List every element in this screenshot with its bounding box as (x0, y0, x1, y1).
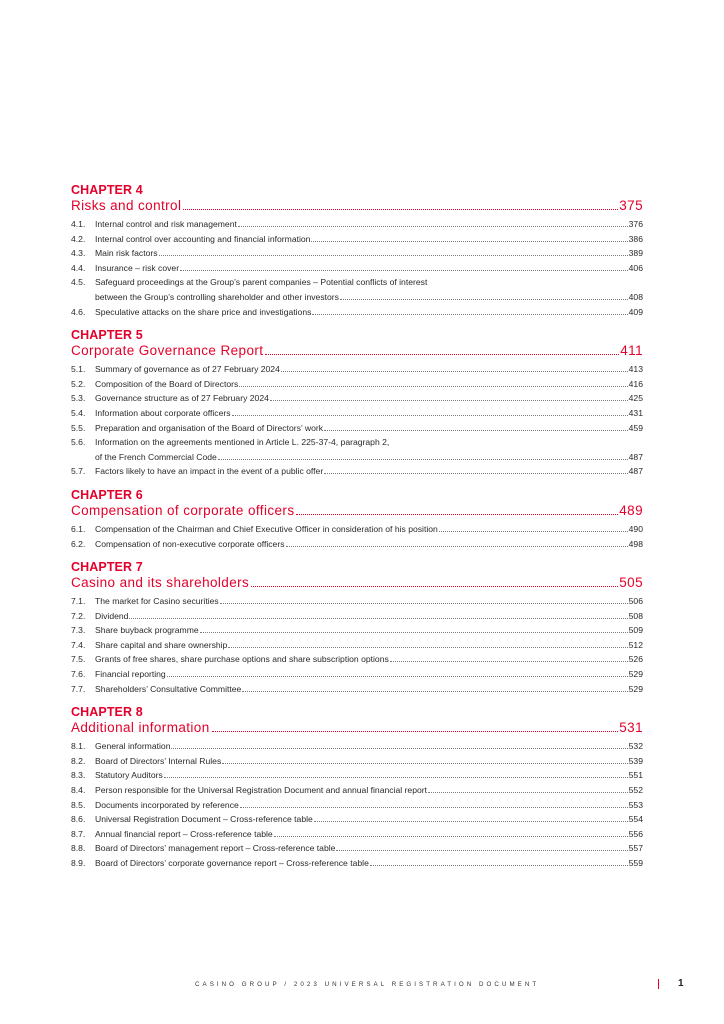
chapter-title-row (71, 342, 643, 359)
entry-number: 5.1. (71, 364, 86, 375)
entry-body (95, 798, 643, 813)
entry-line (95, 290, 643, 305)
toc-entry (71, 682, 643, 697)
entry-body (95, 522, 643, 537)
toc-entry (71, 798, 643, 813)
entry-line (95, 435, 643, 450)
entry-body (95, 232, 643, 247)
chapter-title: Corporate Governance Report (71, 343, 264, 359)
entry-line (95, 522, 643, 537)
entry-body (95, 594, 643, 609)
entry-page: 508 (628, 610, 643, 621)
entry-number: 7.4. (71, 639, 86, 650)
toc-entry (71, 609, 643, 624)
entry-body (95, 217, 643, 232)
chapter-page: 531 (619, 720, 643, 736)
toc-entry (71, 667, 643, 682)
toc-entry (71, 305, 643, 320)
table-of-contents (71, 183, 643, 880)
entry-number: 7.6. (71, 669, 86, 680)
entry-title: between the Group’s controlling shareholder and other investors (95, 291, 339, 302)
dot-leader (239, 386, 627, 387)
entry-number: 5.7. (71, 466, 86, 477)
chapter-title: Additional information (71, 720, 210, 736)
dot-leader (180, 270, 628, 271)
toc-entry (71, 217, 643, 232)
dot-leader (240, 807, 628, 808)
dot-leader (336, 850, 627, 851)
toc-entry (71, 377, 643, 392)
chapter-label: CHAPTER 8 (71, 705, 143, 720)
entry-line (95, 246, 643, 261)
chapter-section (71, 183, 643, 319)
entry-line (95, 377, 643, 392)
entry-title: Internal control and risk management (95, 219, 237, 229)
entry-page: 509 (628, 625, 643, 636)
entry-number: 8.9. (71, 858, 86, 868)
toc-entry (71, 652, 643, 667)
entry-line (95, 667, 643, 682)
entry-page: 506 (628, 596, 643, 607)
entry-page: 487 (628, 451, 643, 462)
entry-title: Grants of free shares, share purchase options and share subscription options (95, 654, 389, 665)
toc-entry (71, 827, 643, 842)
entry-number: 4.4. (71, 262, 86, 273)
entry-body (95, 754, 643, 769)
entry-number: 8.3. (71, 770, 86, 781)
entry-line (95, 768, 643, 783)
entry-line (95, 391, 643, 406)
entry-title: Information on the agreements mentioned in Article L. 225-37-4, paragraph 2, (95, 437, 390, 448)
entry-number: 5.5. (71, 422, 86, 433)
entry-line (95, 362, 643, 377)
entry-title: Internal control over accounting and financial information (95, 233, 311, 244)
entry-number: 7.2. (71, 610, 86, 621)
entry-title: Speculative attacks on the share price and investigations (95, 306, 312, 317)
entry-page: 425 (628, 393, 643, 404)
toc-entry (71, 841, 643, 856)
entry-page: 529 (628, 683, 643, 694)
entry-number: 8.4. (71, 785, 86, 796)
toc-entry (71, 537, 643, 552)
page-number: 1 (678, 978, 684, 989)
chapter-title-row (71, 197, 643, 214)
entry-line (95, 841, 643, 856)
chapter-page: 505 (619, 575, 643, 591)
entry-body (95, 667, 643, 682)
dot-leader (159, 255, 628, 256)
entry-page: 459 (628, 422, 643, 433)
entry-body (95, 261, 643, 276)
dot-leader (314, 821, 628, 822)
entry-number: 5.3. (71, 393, 86, 404)
entry-title: Shareholders’ Consultative Committee (95, 683, 242, 694)
entry-page: 532 (628, 741, 643, 752)
entry-page: 376 (628, 219, 643, 229)
dot-leader (164, 777, 628, 778)
entry-line (95, 652, 643, 667)
toc-entry (71, 406, 643, 421)
entry-title: of the French Commercial Code (95, 451, 217, 462)
toc-entry (71, 275, 643, 304)
entry-page: 554 (628, 814, 643, 825)
chapter-title-row (71, 719, 643, 736)
toc-entry (71, 246, 643, 261)
entry-body (95, 362, 643, 377)
entry-title: Composition of the Board of Directors (95, 378, 239, 389)
entry-line (95, 798, 643, 813)
entry-title: Financial reporting (95, 669, 166, 680)
entry-number: 4.1. (71, 219, 86, 229)
entry-title: Information about corporate officers (95, 407, 231, 418)
entry-body (95, 768, 643, 783)
entry-title: Annual financial report – Cross-reference table (95, 828, 273, 839)
entry-title: General information (95, 741, 171, 752)
entry-body (95, 305, 643, 320)
entry-title: Universal Registration Document – Cross-reference table (95, 814, 313, 825)
dot-leader (311, 241, 627, 242)
entry-line (95, 783, 643, 798)
entry-line (95, 450, 643, 465)
entry-page: 552 (628, 785, 643, 796)
entry-title: Board of Directors’ corporate governance report – Cross-reference table (95, 858, 369, 868)
page-footer (0, 979, 724, 993)
entry-page: 406 (628, 262, 643, 273)
entry-line (95, 594, 643, 609)
chapter-page: 411 (620, 343, 643, 359)
chapter-title: Risks and control (71, 198, 182, 213)
dot-leader (439, 531, 628, 532)
entry-body (95, 827, 643, 842)
entry-title: Documents incorporated by reference (95, 799, 239, 810)
entry-body (95, 856, 643, 871)
toc-entry (71, 522, 643, 537)
entry-title: Factors likely to have an impact in the event of a public offer (95, 466, 324, 477)
chapter-page: 489 (619, 502, 643, 518)
toc-entry (71, 856, 643, 871)
dot-leader (296, 514, 618, 515)
dot-leader (251, 586, 618, 587)
entry-page: 490 (628, 523, 643, 534)
entry-number: 7.1. (71, 596, 86, 607)
dot-leader (200, 632, 628, 633)
toc-entry (71, 812, 643, 827)
entry-body (95, 609, 643, 624)
entry-body (95, 638, 643, 653)
entry-body (95, 841, 643, 856)
entry-title: Summary of governance as of 27 February 2024 (95, 364, 280, 375)
entry-title: Compensation of the Chairman and Chief Executive Officer in consideration of his position (95, 523, 438, 534)
entry-number: 7.5. (71, 654, 86, 665)
entry-page: 526 (628, 654, 643, 665)
entry-title: Board of Directors’ management report – Cross-reference table (95, 843, 336, 854)
entry-page: 556 (628, 828, 643, 839)
entry-line (95, 739, 643, 754)
entry-line (95, 232, 643, 247)
toc-entry (71, 638, 643, 653)
dot-leader (428, 792, 628, 793)
entry-number: 5.4. (71, 407, 86, 418)
entry-number: 5.2. (71, 378, 86, 389)
entry-number: 4.2. (71, 233, 86, 244)
chapter-section (71, 560, 643, 696)
entry-page: 539 (628, 755, 643, 766)
dot-leader (222, 763, 627, 764)
dot-leader (270, 400, 628, 401)
dot-leader (286, 546, 628, 547)
entry-line (95, 812, 643, 827)
entry-body (95, 421, 643, 436)
toc-entry (71, 754, 643, 769)
entry-line (95, 754, 643, 769)
chapter-title-row (71, 574, 643, 591)
entry-number: 8.7. (71, 828, 86, 839)
entry-page: 559 (628, 858, 643, 868)
dot-leader (340, 299, 628, 300)
entry-body (95, 435, 643, 464)
footer-separator (658, 979, 659, 989)
entry-number: 6.1. (71, 523, 86, 534)
entry-title: Board of Directors’ Internal Rules (95, 755, 222, 766)
entry-body (95, 464, 643, 479)
dot-leader (324, 473, 627, 474)
entry-line (95, 537, 643, 552)
entry-page: 409 (628, 306, 643, 317)
entry-body (95, 406, 643, 421)
entry-title: The market for Casino securities (95, 596, 219, 607)
entry-body (95, 377, 643, 392)
dot-leader (324, 430, 628, 431)
entry-body (95, 275, 643, 304)
entry-line (95, 623, 643, 638)
dot-leader (370, 865, 628, 866)
entry-number: 4.3. (71, 248, 86, 259)
chapter-label: CHAPTER 4 (71, 183, 143, 197)
entry-line (95, 275, 643, 290)
dot-leader (183, 209, 618, 210)
dot-leader (228, 647, 627, 648)
entry-body (95, 682, 643, 697)
entry-line (95, 305, 643, 320)
entry-page: 389 (628, 248, 643, 259)
entry-number: 6.2. (71, 538, 86, 549)
entry-number: 8.2. (71, 755, 86, 766)
entry-title: Insurance – risk cover (95, 262, 180, 273)
entry-line (95, 827, 643, 842)
entry-title: Dividend (95, 610, 129, 621)
dot-leader (129, 618, 627, 619)
dot-leader (238, 226, 628, 227)
dot-leader (274, 836, 628, 837)
entry-line (95, 217, 643, 232)
toc-entry (71, 739, 643, 754)
entry-title: Share buyback programme (95, 625, 199, 636)
entry-body (95, 812, 643, 827)
entry-page: 413 (628, 364, 643, 375)
toc-entry (71, 232, 643, 247)
entry-line (95, 261, 643, 276)
chapter-title: Casino and its shareholders (71, 575, 250, 591)
entry-title: Person responsible for the Universal Registration Document and annual financial report (95, 785, 427, 796)
entry-title: Main risk factors (95, 248, 158, 259)
dot-leader (212, 731, 619, 732)
dot-leader (220, 603, 628, 604)
toc-entry (71, 435, 643, 464)
entry-number: 4.6. (71, 306, 86, 317)
toc-entry (71, 594, 643, 609)
dot-leader (281, 371, 628, 372)
toc-entry (71, 623, 643, 638)
entry-number: 7.7. (71, 683, 86, 694)
entry-page: 408 (628, 291, 643, 302)
entry-line (95, 682, 643, 697)
entry-title: Safeguard proceedings at the Group’s parent companies – Potential conflicts of interest (95, 277, 428, 288)
entry-page: 512 (628, 639, 643, 650)
entry-page: 498 (628, 538, 643, 549)
dot-leader (218, 459, 628, 460)
entry-number: 8.5. (71, 799, 86, 810)
entry-title: Share capital and share ownership (95, 639, 228, 650)
toc-entry (71, 783, 643, 798)
dot-leader (312, 314, 627, 315)
chapter-label: CHAPTER 7 (71, 560, 143, 575)
entry-number: 5.6. (71, 437, 86, 448)
chapter-section (71, 328, 643, 479)
dot-leader (265, 354, 619, 355)
entry-title: Statutory Auditors (95, 770, 163, 781)
entry-page: 386 (628, 233, 643, 244)
entry-number: 8.1. (71, 741, 86, 752)
entry-body (95, 246, 643, 261)
chapter-page: 375 (619, 198, 643, 213)
entry-line (95, 464, 643, 479)
entry-number: 8.6. (71, 814, 86, 825)
entry-page: 551 (628, 770, 643, 781)
entry-body (95, 623, 643, 638)
entry-page: 557 (628, 843, 643, 854)
toc-entry (71, 421, 643, 436)
toc-entry (71, 768, 643, 783)
entry-number: 8.8. (71, 843, 86, 854)
entry-number: 4.5. (71, 277, 86, 288)
dot-leader (242, 691, 627, 692)
chapter-title-row (71, 502, 643, 519)
entry-body (95, 537, 643, 552)
entry-line (95, 609, 643, 624)
entry-body (95, 783, 643, 798)
entry-page: 431 (628, 407, 643, 418)
entry-line (95, 856, 643, 871)
dot-leader (390, 661, 628, 662)
chapter-label: CHAPTER 5 (71, 328, 143, 343)
entry-page: 529 (628, 669, 643, 680)
entry-line (95, 638, 643, 653)
entry-page: 416 (628, 378, 643, 389)
entry-body (95, 391, 643, 406)
toc-entry (71, 391, 643, 406)
dot-leader (167, 676, 628, 677)
toc-entry (71, 464, 643, 479)
entry-title: Preparation and organisation of the Board of Directors’ work (95, 422, 324, 433)
footer-document-title: CASINO GROUP / 2023 UNIVERSAL REGISTRATION DOCUMENT (195, 981, 540, 988)
toc-entry (71, 362, 643, 377)
entry-page: 553 (628, 799, 643, 810)
entry-page: 487 (628, 466, 643, 477)
dot-leader (232, 415, 628, 416)
entry-title: Compensation of non-executive corporate officers (95, 538, 285, 549)
entry-line (95, 421, 643, 436)
chapter-section (71, 488, 643, 551)
entry-title: Governance structure as of 27 February 2024 (95, 393, 269, 404)
entry-line (95, 406, 643, 421)
chapter-label: CHAPTER 6 (71, 487, 143, 502)
dot-leader (171, 748, 627, 749)
entry-body (95, 652, 643, 667)
chapter-section (71, 705, 643, 870)
entry-number: 7.3. (71, 625, 86, 636)
chapter-title: Compensation of corporate officers (71, 502, 295, 518)
entry-body (95, 739, 643, 754)
toc-entry (71, 261, 643, 276)
